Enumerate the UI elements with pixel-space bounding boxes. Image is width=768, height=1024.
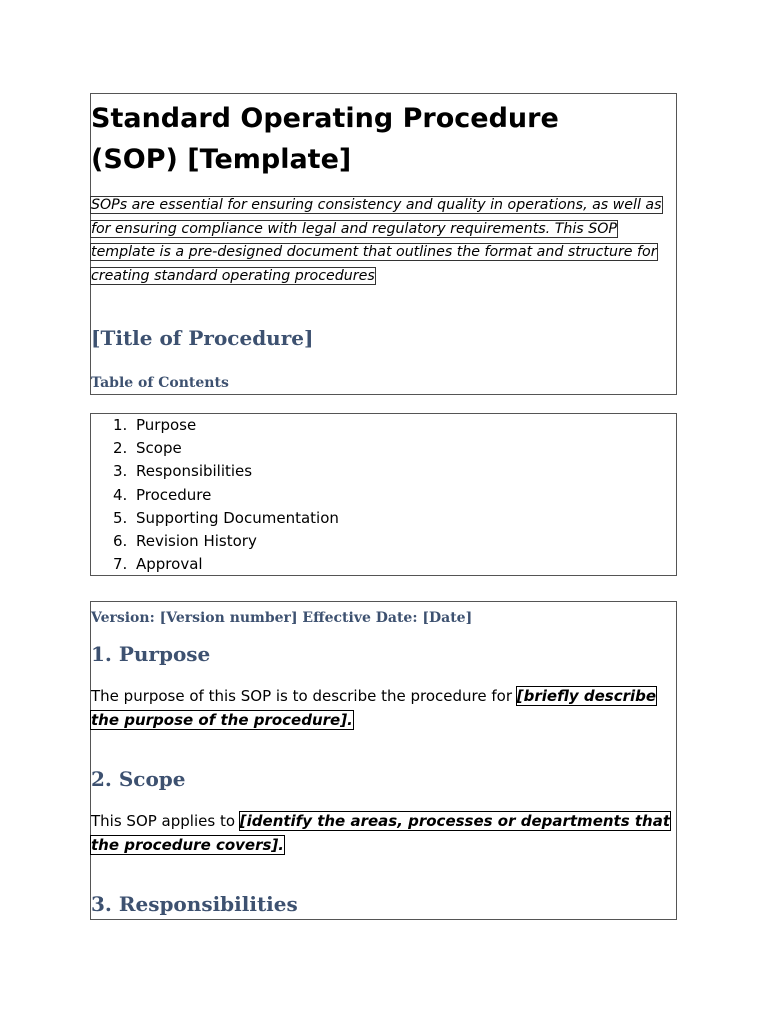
intro-line: creating standard operating procedures (91, 267, 375, 284)
scope-paragraph (91, 809, 677, 857)
toc-item-number: 5. (113, 508, 128, 527)
toc-item-label: Revision History (136, 531, 257, 550)
toc-item-label: Supporting Documentation (136, 508, 339, 527)
intro-paragraph (91, 194, 677, 288)
toc-item-number: 4. (113, 485, 128, 504)
intro-line: SOPs are essential for ensuring consistency and quality in operations, as well as (91, 197, 662, 213)
toc-item-approval[interactable] (113, 553, 339, 576)
purpose-text: The purpose of this SOP is to describe the procedure for (91, 687, 517, 705)
scope-heading: 2. Scope (91, 767, 186, 791)
purpose-heading: 1. Purpose (91, 642, 211, 666)
toc-list (113, 414, 339, 576)
document-title: Standard Operating Procedure (SOP) [Template] (91, 103, 559, 175)
responsibilities-heading: 3. Responsibilities (91, 892, 298, 916)
procedure-title: [Title of Procedure] (91, 326, 314, 350)
toc-item-supporting-documentation[interactable] (113, 507, 339, 530)
toc-item-label: Purpose (136, 416, 197, 434)
table-of-contents (90, 413, 677, 576)
toc-item-label: Procedure (136, 485, 212, 504)
toc-item-number: 7. (113, 555, 128, 574)
purpose-placeholder[interactable]: [briefly describe the purpose of the procedure]. (91, 687, 657, 729)
version-line: Version: [Version number] Effective Date: [Date] (91, 610, 473, 626)
toc-item-number: 2. (113, 439, 128, 458)
sop-body (90, 601, 677, 920)
scope-text: This SOP applies to (91, 812, 240, 830)
toc-item-scope[interactable] (113, 437, 339, 460)
toc-item-procedure[interactable] (113, 484, 339, 507)
toc-item-number: 6. (113, 531, 128, 550)
toc-item-number: 1. (113, 416, 128, 434)
intro-line: template is a pre-designed document that outlines the format and structure for (91, 244, 657, 260)
title-section (90, 93, 677, 395)
toc-item-label: Responsibilities (136, 462, 253, 481)
toc-item-label: Scope (136, 439, 182, 458)
intro-line: for ensuring compliance with legal and regulatory requirements. This SOP (91, 220, 617, 237)
toc-item-revision-history[interactable] (113, 530, 339, 553)
toc-heading: Table of Contents (91, 375, 229, 391)
toc-item-label: Approval (136, 555, 203, 574)
toc-item-purpose[interactable] (113, 414, 339, 437)
toc-item-responsibilities[interactable] (113, 460, 339, 483)
purpose-paragraph (91, 684, 677, 732)
toc-item-number: 3. (113, 462, 128, 481)
scope-placeholder[interactable]: [identify the areas, processes or departments that the procedure covers]. (91, 812, 671, 854)
